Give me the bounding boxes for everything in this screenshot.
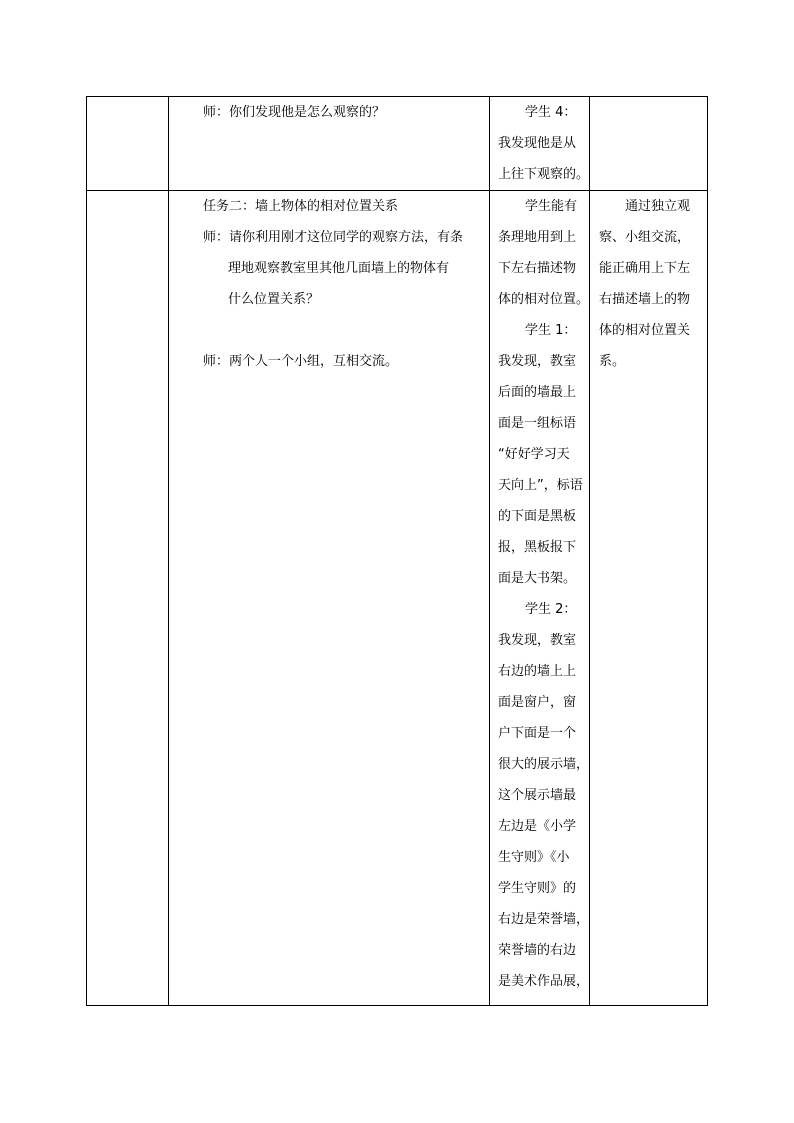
goal-cell — [590, 191, 708, 1006]
teacher-activity-cell — [169, 97, 490, 191]
student-text-line: 这个展示墙最 — [498, 788, 577, 803]
teacher-question-cont: 理地观察教室里其他几面墙上的物体有 — [228, 261, 450, 276]
teacher-question: 师：请你利用刚才这位同学的观察方法，有条 — [203, 230, 464, 245]
goal-text-line: 右描述墙上的物 — [599, 292, 691, 307]
student-text-line: 生守则》《小 — [498, 850, 570, 865]
student-text-line: 学生能有 — [525, 199, 578, 214]
student-text-line: 很大的展示墙， — [498, 757, 590, 772]
student-text-line: 条理地用到上 — [498, 230, 577, 245]
student-text-line: 荣誉墙的右边 — [498, 943, 577, 958]
student-text-line: 的下面是黑板 — [498, 509, 577, 524]
table-row — [87, 191, 708, 1006]
student-text-line: 报，黑板报下 — [498, 540, 577, 555]
student-text-line: 我发现，教室 — [498, 633, 577, 648]
student-label: 学生 1： — [525, 323, 577, 338]
goal-text-line: 能正确用上下左 — [599, 261, 691, 276]
student-text-line: 上往下观察的。 — [498, 167, 590, 182]
student-text-line: “好好学习天 — [498, 447, 570, 462]
student-label: 学生 4： — [525, 105, 577, 120]
student-text-line: 学生守则》的 — [498, 881, 577, 896]
student-text-line: 面是大书架。 — [498, 571, 577, 586]
table-row — [87, 97, 708, 191]
lesson-plan-table — [86, 96, 708, 1006]
student-text-line: 右边的墙上上 — [498, 664, 577, 679]
student-text-line: 户下面是一个 — [498, 726, 577, 741]
teacher-activity-cell — [169, 191, 490, 1006]
student-activity-cell — [490, 191, 590, 1006]
goal-cell — [590, 97, 708, 191]
student-text-line: 右边是荣誉墙， — [498, 912, 590, 927]
student-text-line: 左边是《小学 — [498, 819, 577, 834]
student-text-line: 体的相对位置。 — [498, 292, 590, 307]
teacher-question-cont: 什么位置关系？ — [228, 292, 320, 307]
student-activity-cell — [490, 97, 590, 191]
student-text-line: 我发现，教室 — [498, 354, 577, 369]
goal-text-line: 察、小组交流， — [599, 230, 691, 245]
goal-text-line: 系。 — [599, 354, 626, 369]
student-text-line: 面是窗户，窗 — [498, 695, 577, 710]
goal-text-line: 通过独立观 — [625, 199, 691, 214]
goal-text-line: 体的相对位置关 — [599, 323, 691, 338]
student-text-line: 面是一组标语 — [498, 416, 577, 431]
student-label: 学生 2： — [525, 602, 577, 617]
student-text-line: 后面的墙最上 — [498, 385, 577, 400]
teacher-instruction: 师：两个人一个小组，互相交流。 — [203, 354, 399, 369]
student-text-line: 天向上”，标语 — [498, 478, 583, 493]
student-text-line: 是美术作品展， — [498, 974, 590, 989]
stage-cell — [87, 191, 169, 1006]
teacher-question: 师：你们发现他是怎么观察的？ — [203, 105, 386, 120]
student-text-line: 下左右描述物 — [498, 261, 577, 276]
student-text-line: 我发现他是从 — [498, 136, 577, 151]
stage-cell — [87, 97, 169, 191]
task-title: 任务二：墙上物体的相对位置关系 — [203, 199, 399, 214]
